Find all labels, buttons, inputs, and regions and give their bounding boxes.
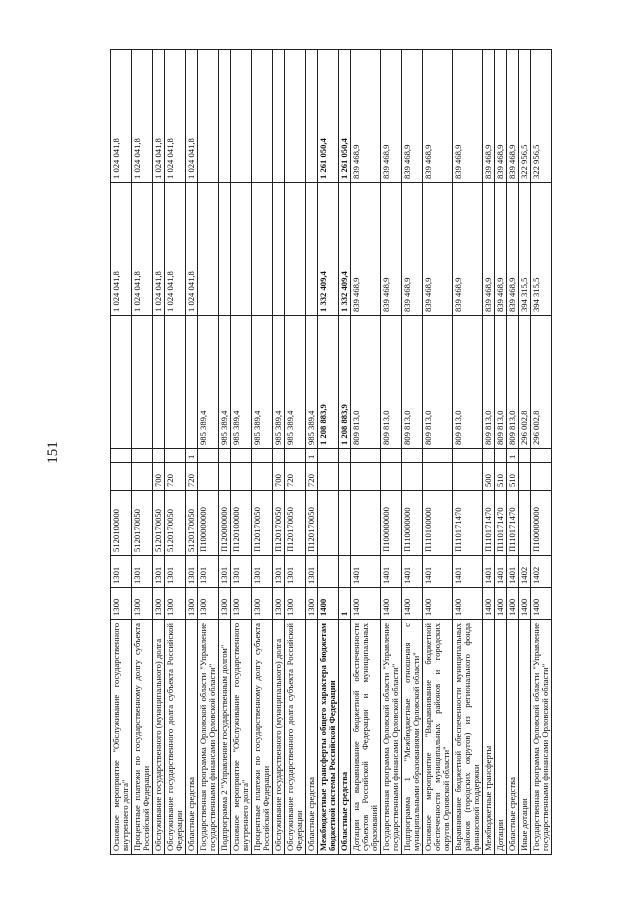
cell-c3: П120170050 (306, 491, 318, 556)
cell-c3: П100000000 (381, 491, 402, 556)
cell-c6: 809 813,0 (381, 316, 402, 449)
cell-c8 (285, 50, 306, 183)
cell-c2: 1402 (519, 556, 531, 588)
cell-c4 (423, 463, 453, 491)
cell-c8: 1 261 050,4 (339, 50, 351, 183)
cell-c8 (219, 50, 231, 183)
cell-c6: 809 813,0 (483, 316, 495, 449)
cell-c2: 1401 (351, 556, 381, 588)
cell-c1: 1300 (306, 588, 318, 620)
cell-c7: 394 315,5 (531, 183, 552, 316)
row-name-cell: Межбюджетные трансферты (483, 620, 495, 855)
cell-c5 (495, 449, 507, 463)
cell-c7: 839 468,9 (507, 183, 519, 316)
cell-c3 (318, 491, 339, 556)
cell-c2: 1301 (231, 556, 252, 588)
cell-c2: 1301 (285, 556, 306, 588)
cell-c3: П110171470 (507, 491, 519, 556)
cell-c7: 839 468,9 (402, 183, 423, 316)
row-name-cell: Выравнивание бюджетной обеспеченности муниципальных районов (городских округов) из регионального фонда финансовой поддержки (453, 620, 483, 855)
cell-c7: 839 468,9 (351, 183, 381, 316)
row-name-cell: Областные средства (339, 620, 351, 855)
row-name-cell: Иные дотации (519, 620, 531, 855)
table-row (519, 50, 531, 855)
cell-c8: 839 468,9 (507, 50, 519, 183)
cell-c8 (306, 50, 318, 183)
table-row (453, 50, 483, 855)
cell-c3 (351, 491, 381, 556)
cell-c8: 839 468,9 (351, 50, 381, 183)
cell-c1: 1 (339, 588, 351, 620)
cell-c3: П110171470 (495, 491, 507, 556)
row-name-cell: Государственная программа Орловской области "Управление государственными финансами Орловской области" (381, 620, 402, 855)
table-row (483, 50, 495, 855)
cell-c5 (153, 449, 165, 463)
table-row (165, 50, 186, 855)
cell-c5 (423, 449, 453, 463)
cell-c7 (252, 183, 273, 316)
cell-c6: 809 813,0 (351, 316, 381, 449)
cell-c7 (219, 183, 231, 316)
cell-c2: 1301 (111, 556, 132, 588)
cell-c1: 1300 (186, 588, 198, 620)
cell-c3: 5120100000 (111, 491, 132, 556)
cell-c8: 322 956,5 (531, 50, 552, 183)
cell-c7: 839 468,9 (423, 183, 453, 316)
cell-c5 (285, 449, 306, 463)
table-row (285, 50, 306, 855)
cell-c8: 1 024 041,8 (165, 50, 186, 183)
row-name-cell: Областные средства (186, 620, 198, 855)
cell-c1: 1400 (423, 588, 453, 620)
cell-c4 (252, 463, 273, 491)
cell-c3: П110100000 (423, 491, 453, 556)
cell-c3: П100000000 (531, 491, 552, 556)
cell-c7: 1 024 041,8 (186, 183, 198, 316)
cell-c2 (339, 556, 351, 588)
cell-c4 (198, 463, 219, 491)
table-row (111, 50, 132, 855)
cell-c4 (531, 463, 552, 491)
cell-c6 (132, 316, 153, 449)
cell-c2: 1301 (132, 556, 153, 588)
cell-c8: 839 468,9 (483, 50, 495, 183)
cell-c1: 1300 (165, 588, 186, 620)
cell-c4: 500 (483, 463, 495, 491)
cell-c1: 1400 (483, 588, 495, 620)
cell-c8: 839 468,9 (495, 50, 507, 183)
cell-c5 (273, 449, 285, 463)
cell-c2: 1301 (219, 556, 231, 588)
cell-c4 (453, 463, 483, 491)
cell-c8: 1 024 041,8 (111, 50, 132, 183)
cell-c3 (339, 491, 351, 556)
cell-c3: 5120170050 (186, 491, 198, 556)
cell-c7: 1 024 041,8 (111, 183, 132, 316)
row-name-cell: Областные средства (507, 620, 519, 855)
cell-c6 (165, 316, 186, 449)
cell-c4 (339, 463, 351, 491)
row-name-cell: Государственная программа Орловской области "Управление государственными финансами Орловской области" (198, 620, 219, 855)
cell-c6: 809 813,0 (423, 316, 453, 449)
cell-c4: 700 (153, 463, 165, 491)
cell-c8: 839 468,9 (381, 50, 402, 183)
cell-c4: 720 (285, 463, 306, 491)
cell-c1: 1300 (132, 588, 153, 620)
cell-c1: 1300 (198, 588, 219, 620)
cell-c8 (252, 50, 273, 183)
cell-c3: П120000000 (219, 491, 231, 556)
cell-c8 (231, 50, 252, 183)
cell-c5 (402, 449, 423, 463)
cell-c8: 322 956,5 (519, 50, 531, 183)
table-body (111, 50, 552, 855)
row-name-cell: Обслуживание государственного долга субъекта Российской Федерации (165, 620, 186, 855)
cell-c1: 1300 (153, 588, 165, 620)
table-row (402, 50, 423, 855)
cell-c8: 1 024 041,8 (153, 50, 165, 183)
cell-c7: 1 024 041,8 (165, 183, 186, 316)
table-row (132, 50, 153, 855)
cell-c2: 1401 (423, 556, 453, 588)
cell-c5 (132, 449, 153, 463)
table-row (339, 50, 351, 855)
cell-c8: 1 024 041,8 (186, 50, 198, 183)
cell-c7: 839 468,9 (453, 183, 483, 316)
cell-c3: П120170050 (285, 491, 306, 556)
cell-c4 (351, 463, 381, 491)
cell-c2: 1401 (453, 556, 483, 588)
table-row (507, 50, 519, 855)
table-row (198, 50, 219, 855)
cell-c6 (111, 316, 132, 449)
cell-c4: 720 (306, 463, 318, 491)
cell-c2: 1301 (153, 556, 165, 588)
row-name-cell: Обслуживание государственного (муниципального) долга (153, 620, 165, 855)
cell-c7: 839 468,9 (381, 183, 402, 316)
cell-c7: 1 332 409,4 (339, 183, 351, 316)
cell-c4 (402, 463, 423, 491)
cell-c8 (273, 50, 285, 183)
cell-c2: 1301 (306, 556, 318, 588)
cell-c2: 1401 (381, 556, 402, 588)
cell-c6: 809 813,0 (453, 316, 483, 449)
row-name-cell: Дотации (495, 620, 507, 855)
table-row (318, 50, 339, 855)
table-row (153, 50, 165, 855)
cell-c2: 1301 (165, 556, 186, 588)
cell-c2: 1301 (198, 556, 219, 588)
cell-c1: 1400 (531, 588, 552, 620)
row-name-cell: Областные средства (306, 620, 318, 855)
cell-c2: 1301 (273, 556, 285, 588)
cell-c4 (318, 463, 339, 491)
cell-c7: 1 024 041,8 (153, 183, 165, 316)
cell-c5 (381, 449, 402, 463)
cell-c3: 5120170050 (153, 491, 165, 556)
table-row (531, 50, 552, 855)
cell-c3: П110171470 (483, 491, 495, 556)
cell-c4 (111, 463, 132, 491)
cell-c5 (231, 449, 252, 463)
cell-c6: 985 389,4 (219, 316, 231, 449)
cell-c4 (132, 463, 153, 491)
cell-c1: 1400 (453, 588, 483, 620)
cell-c6: 809 813,0 (402, 316, 423, 449)
cell-c6: 809 813,0 (507, 316, 519, 449)
cell-c7: 1 332 409,4 (318, 183, 339, 316)
cell-c6: 985 389,4 (252, 316, 273, 449)
cell-c1: 1400 (381, 588, 402, 620)
cell-c7: 839 468,9 (495, 183, 507, 316)
cell-c3: 5120170050 (165, 491, 186, 556)
cell-c6: 809 813,0 (495, 316, 507, 449)
cell-c2: 1401 (495, 556, 507, 588)
cell-c6: 296 002,8 (531, 316, 552, 449)
cell-c4: 720 (186, 463, 198, 491)
cell-c5: 1 (507, 449, 519, 463)
cell-c7 (198, 183, 219, 316)
row-name-cell: Основное мероприятие "Обслуживание государственного внутреннего долга" (231, 620, 252, 855)
row-name-cell: Процентные платежи по государственному долгу субъекта Российской Федерации (252, 620, 273, 855)
cell-c3: П100000000 (198, 491, 219, 556)
table-row (252, 50, 273, 855)
cell-c5 (339, 449, 351, 463)
cell-c7 (285, 183, 306, 316)
budget-table (110, 49, 552, 855)
cell-c3: 5120170050 (132, 491, 153, 556)
cell-c4 (381, 463, 402, 491)
row-name-cell: Обслуживание государственного долга субъекта Российской Федерации (285, 620, 306, 855)
row-name-cell: Основное мероприятие "Обслуживание государственного внутреннего долга" (111, 620, 132, 855)
cell-c4: 510 (495, 463, 507, 491)
row-name-cell: Процентные платежи по государственному долгу субъекта Российской Федерации (132, 620, 153, 855)
cell-c2: 1301 (252, 556, 273, 588)
cell-c5 (165, 449, 186, 463)
cell-c3: П110000000 (402, 491, 423, 556)
cell-c1: 1300 (285, 588, 306, 620)
cell-c1: 1300 (273, 588, 285, 620)
cell-c5 (453, 449, 483, 463)
cell-c7 (273, 183, 285, 316)
cell-c6: 985 389,4 (306, 316, 318, 449)
cell-c1: 1400 (318, 588, 339, 620)
cell-c5: 1 (306, 449, 318, 463)
cell-c4 (231, 463, 252, 491)
cell-c1: 1400 (495, 588, 507, 620)
cell-c7: 394 315,5 (519, 183, 531, 316)
table-row (306, 50, 318, 855)
table-row (423, 50, 453, 855)
cell-c8: 1 261 050,4 (318, 50, 339, 183)
table-row (273, 50, 285, 855)
cell-c5 (252, 449, 273, 463)
cell-c7 (231, 183, 252, 316)
cell-c8 (198, 50, 219, 183)
cell-c6: 985 389,4 (273, 316, 285, 449)
cell-c1: 1300 (111, 588, 132, 620)
cell-c8: 839 468,9 (423, 50, 453, 183)
cell-c4: 510 (507, 463, 519, 491)
cell-c1: 1400 (507, 588, 519, 620)
cell-c6: 985 389,4 (285, 316, 306, 449)
cell-c2: 1401 (483, 556, 495, 588)
cell-c5 (318, 449, 339, 463)
cell-c4 (519, 463, 531, 491)
cell-c3: П110171470 (453, 491, 483, 556)
table-row (186, 50, 198, 855)
cell-c6 (153, 316, 165, 449)
cell-c7: 1 024 041,8 (132, 183, 153, 316)
cell-c1: 1400 (402, 588, 423, 620)
cell-c3: П120170050 (273, 491, 285, 556)
table-row (219, 50, 231, 855)
cell-c6: 985 389,4 (198, 316, 219, 449)
row-name-cell: Подпрограмма 2 "Управление государственным долгом" (219, 620, 231, 855)
cell-c7: 839 468,9 (483, 183, 495, 316)
table-row (231, 50, 252, 855)
row-name-cell: Дотации на выравнивание бюджетной обеспеченности субъектов Российской Федерации и муниципальных образований (351, 620, 381, 855)
row-name-cell: Основное мероприятие "Выравнивание бюджетной обеспеченности муниципальных районов и городских округов Орловской области" (423, 620, 453, 855)
table-row (381, 50, 402, 855)
cell-c6: 1 208 883,9 (318, 316, 339, 449)
rotated-table-container (110, 50, 640, 855)
row-name-cell: Государственная программа Орловской области "Управление государственными финансами Орловской области" (531, 620, 552, 855)
cell-c2: 1301 (186, 556, 198, 588)
cell-c2: 1401 (402, 556, 423, 588)
cell-c5: 1 (186, 449, 198, 463)
cell-c6 (186, 316, 198, 449)
cell-c8: 1 024 041,8 (132, 50, 153, 183)
table-row (495, 50, 507, 855)
cell-c4: 720 (165, 463, 186, 491)
cell-c3: П120100000 (231, 491, 252, 556)
cell-c1: 1400 (519, 588, 531, 620)
cell-c1: 1300 (219, 588, 231, 620)
page-number: 151 (44, 441, 61, 464)
cell-c5 (483, 449, 495, 463)
cell-c2: 1401 (507, 556, 519, 588)
cell-c4 (219, 463, 231, 491)
cell-c1: 1300 (252, 588, 273, 620)
cell-c2: 1402 (531, 556, 552, 588)
cell-c3: П120170050 (252, 491, 273, 556)
cell-c5 (531, 449, 552, 463)
row-name-cell: Обслуживание государственного (муниципального) долга (273, 620, 285, 855)
cell-c4: 700 (273, 463, 285, 491)
cell-c8: 839 468,9 (402, 50, 423, 183)
cell-c1: 1300 (231, 588, 252, 620)
cell-c6: 985 389,4 (231, 316, 252, 449)
cell-c8: 839 468,9 (453, 50, 483, 183)
cell-c5 (198, 449, 219, 463)
cell-c2 (318, 556, 339, 588)
cell-c5 (519, 449, 531, 463)
row-name-cell: Межбюджетные трансферты общего характера бюджетам бюджетной системы Российской Федерации (318, 620, 339, 855)
cell-c5 (351, 449, 381, 463)
table-row (351, 50, 381, 855)
cell-c5 (219, 449, 231, 463)
cell-c5 (111, 449, 132, 463)
cell-c6: 1 208 883,9 (339, 316, 351, 449)
cell-c1: 1400 (351, 588, 381, 620)
row-name-cell: Подпрограмма 1 "Межбюджетные отношения с муниципальными образованиями Орловской области" (402, 620, 423, 855)
cell-c7 (306, 183, 318, 316)
cell-c3 (519, 491, 531, 556)
cell-c6: 296 002,8 (519, 316, 531, 449)
